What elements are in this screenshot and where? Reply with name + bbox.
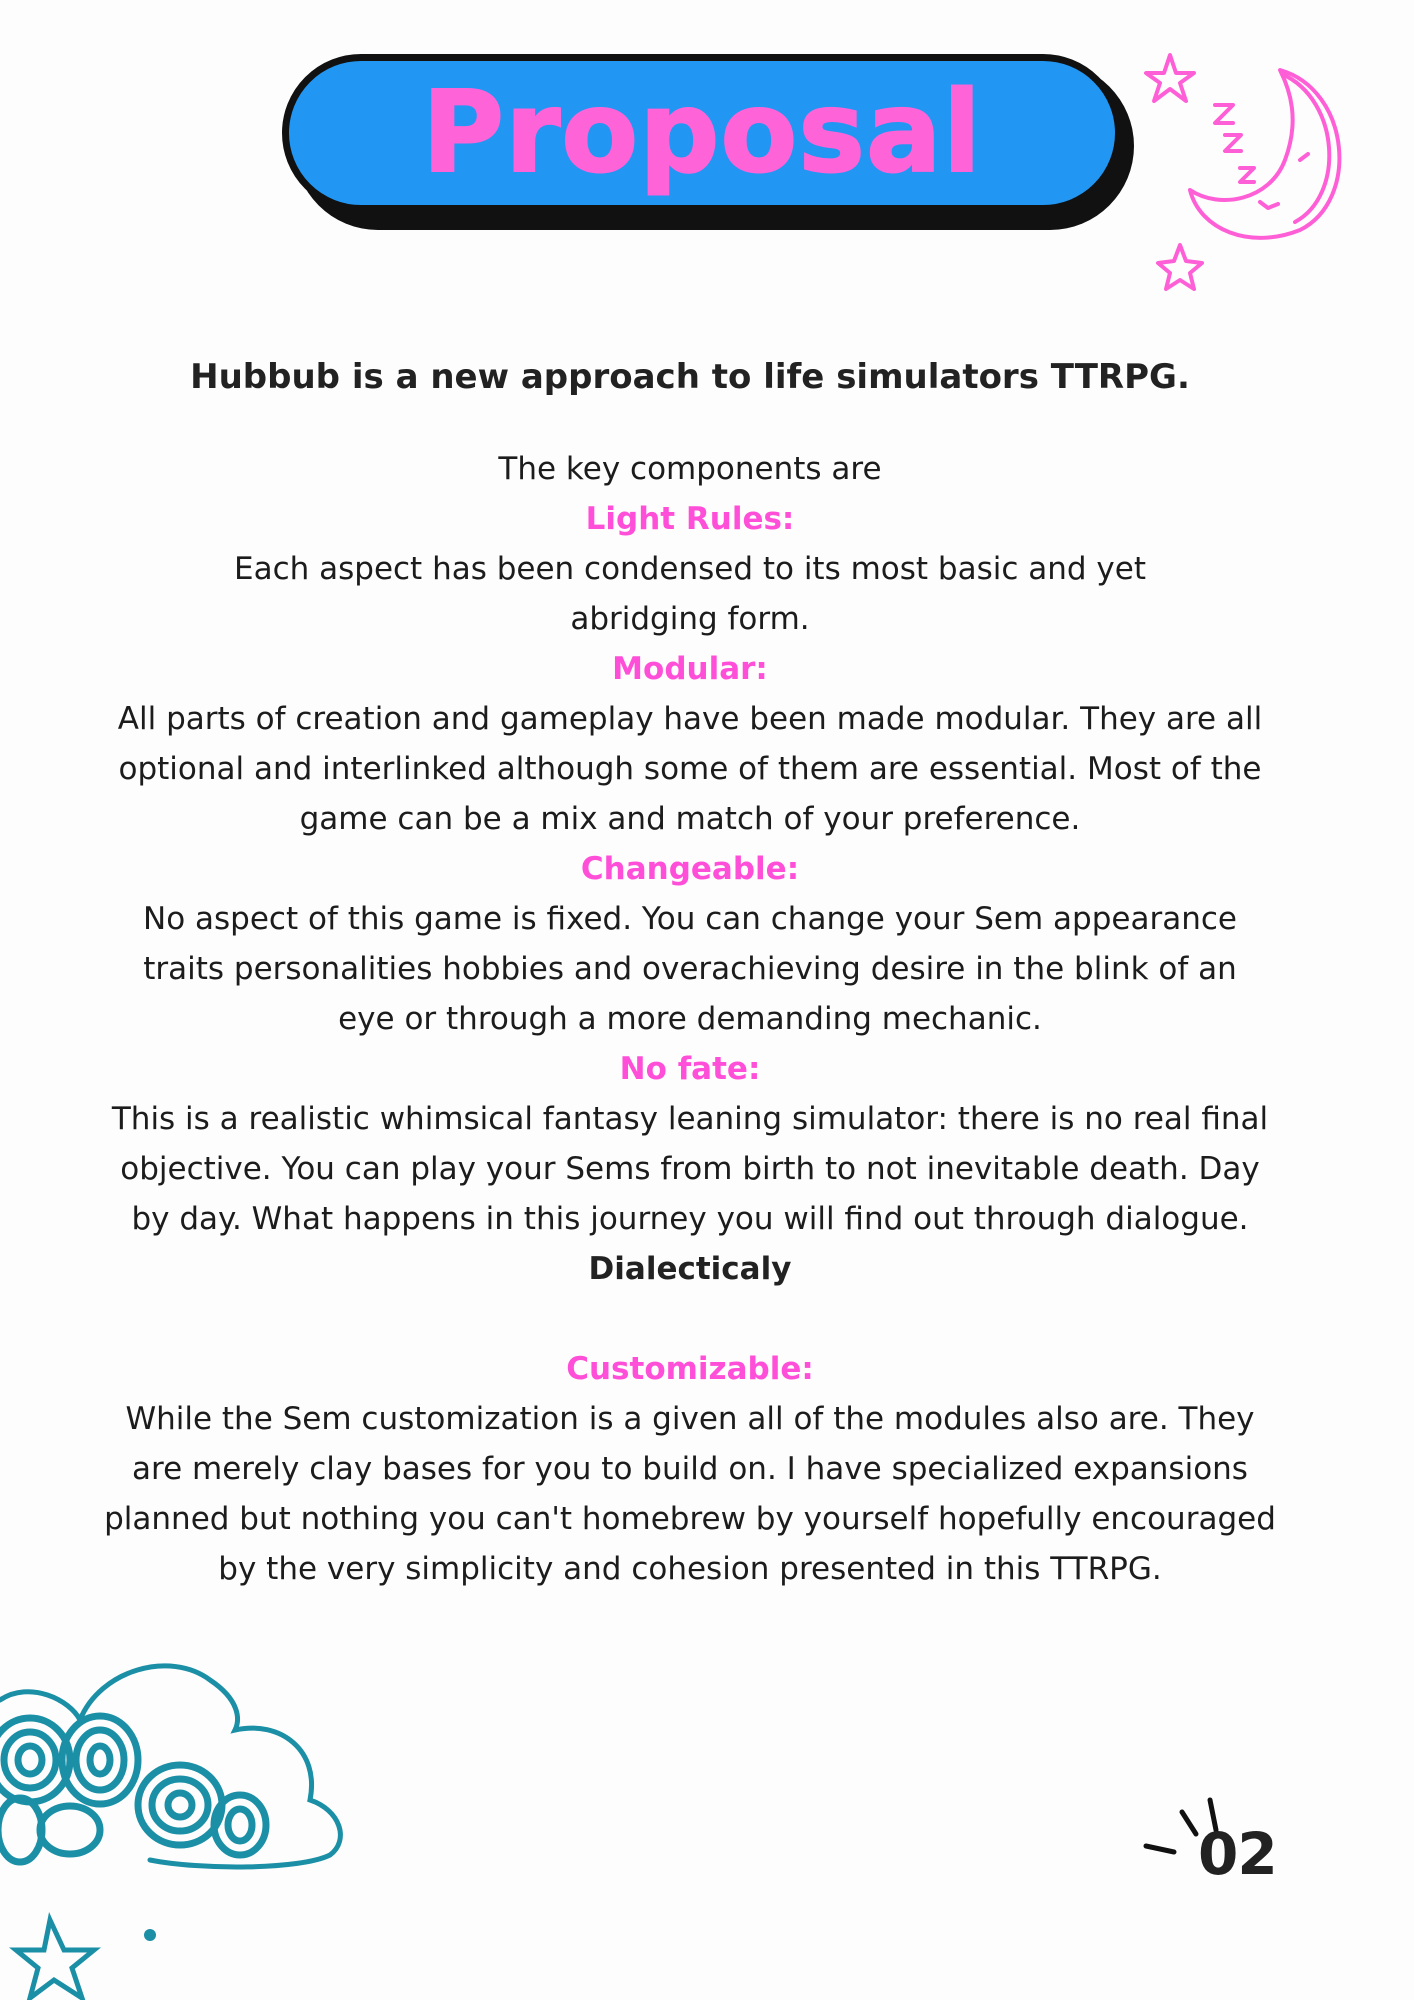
moon-stars-doodle-icon [1140,50,1360,310]
section-text-customizable: While the Sem customization is a given all of the modules also are. They are merely clay bases for you to build on. I have specialized expansions planned but nothing you can't homebrew by yourself hopefully encouraged by the very simplicity and cohesion presented in this TTRPG. [104,1401,1276,1587]
section-heading-modular: Modular: [612,651,768,687]
page-number: 02 [1198,1820,1277,1888]
page-title: Proposal [421,68,982,198]
spacer [100,1294,1280,1344]
section-text-modular: All parts of creation and gameplay have been made modular. They are all optional and interlinked although some of them are essential. Most of the game can be a mix and match of your preference. [117,701,1263,837]
lead-text: The key components are [498,451,882,487]
proposal-body [100,352,1280,1594]
section-heading-customizable: Customizable: [566,1351,814,1387]
section-heading-changeable: Changeable: [580,851,800,887]
dialectic-word: Dialecticaly [588,1251,792,1287]
section-heading-no-fate: No fate: [619,1051,761,1087]
title-pill [282,54,1122,212]
section-text-no-fate: This is a realistic whimsical fantasy leaning simulator: there is no real final objective. You can play your Sems from birth to not inevitable death. Day by day. What happens in this journey you will find out through dialogue. [111,1101,1269,1237]
intro-heading: Hubbub is a new approach to life simulators TTRPG. [190,357,1190,397]
cloud-doodle-icon [0,1640,440,2000]
section-text-changeable: No aspect of this game is fixed. You can change your Sem appearance traits personalities hobbies and overachieving desire in the blink of an eye or through a more demanding mechanic. [143,901,1237,1037]
section-heading-light-rules: Light Rules: [585,501,795,537]
section-text-light-rules: Each aspect has been condensed to its most basic and yet abridging form. [233,551,1147,637]
